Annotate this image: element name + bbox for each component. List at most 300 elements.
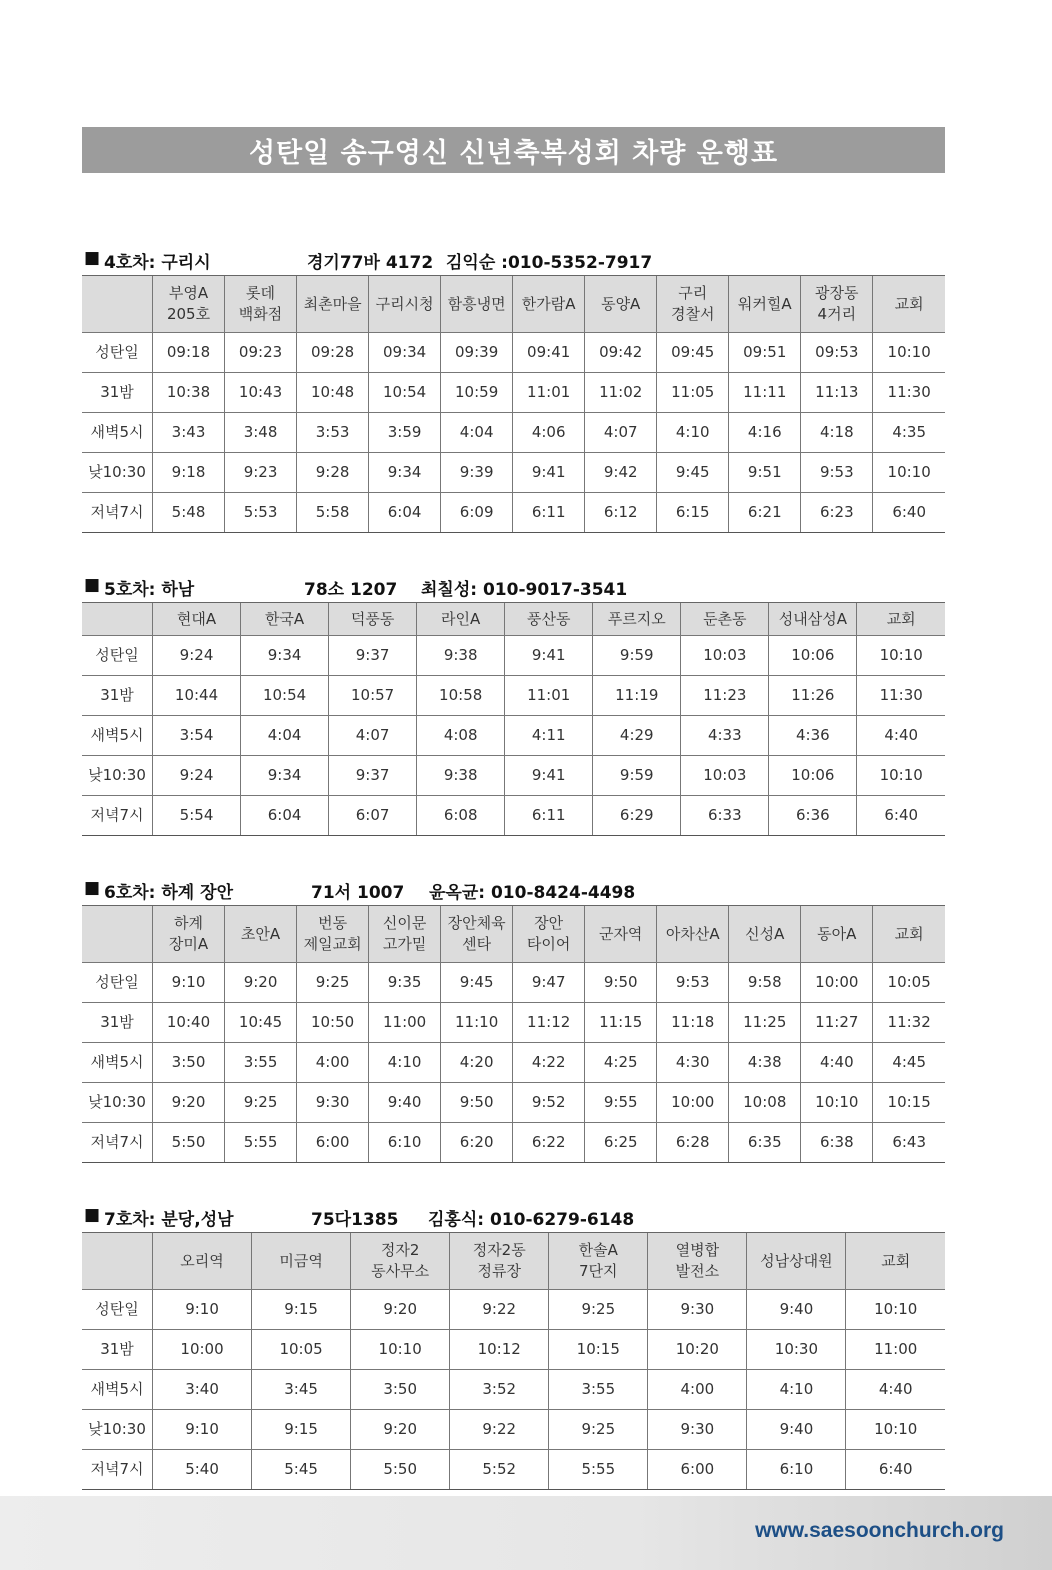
time-cell: 9:25 (549, 1290, 648, 1330)
service-label-cell: 저녁7시 (82, 493, 153, 533)
time-cell: 9:10 (153, 1410, 252, 1450)
header-corner-cell (82, 906, 153, 963)
time-cell: 10:00 (801, 963, 873, 1003)
time-cell: 11:25 (729, 1003, 801, 1043)
stop-header-cell: 부영A 205호 (153, 276, 225, 333)
route-section-7 (82, 1205, 945, 1490)
table-row (82, 1083, 945, 1123)
time-cell: 6:40 (857, 796, 945, 836)
stop-header-cell: 풍산동 (505, 603, 593, 636)
stop-header-cell: 함흥냉면 (441, 276, 513, 333)
route-name: 6호차: 하계 장안 (104, 883, 233, 903)
stop-header-cell: 장안체육 센타 (441, 906, 513, 963)
route-section-6 (82, 878, 945, 1163)
time-cell: 4:29 (593, 716, 681, 756)
time-cell: 4:40 (846, 1370, 945, 1410)
time-cell: 9:23 (225, 453, 297, 493)
table-row (82, 1370, 945, 1410)
time-cell: 6:23 (801, 493, 873, 533)
square-bullet-icon: ■ (84, 248, 101, 268)
vehicle-plate: 71서 1007 (311, 883, 405, 903)
time-cell: 6:15 (657, 493, 729, 533)
time-cell: 10:05 (873, 963, 945, 1003)
table-row (82, 493, 945, 533)
time-cell: 4:00 (648, 1370, 747, 1410)
time-cell: 4:06 (513, 413, 585, 453)
stop-header-cell: 미금역 (252, 1233, 351, 1290)
time-cell: 09:34 (369, 333, 441, 373)
time-cell: 6:35 (729, 1123, 801, 1163)
square-bullet-icon: ■ (84, 575, 101, 595)
service-label-cell: 낮10:30 (82, 453, 153, 493)
time-cell: 10:10 (846, 1410, 945, 1450)
time-cell: 11:12 (513, 1003, 585, 1043)
time-cell: 11:11 (729, 373, 801, 413)
time-cell: 9:25 (297, 963, 369, 1003)
time-cell: 9:41 (505, 636, 593, 676)
time-cell: 5:52 (450, 1450, 549, 1490)
time-cell: 11:30 (873, 373, 945, 413)
time-cell: 9:20 (225, 963, 297, 1003)
time-cell: 4:25 (585, 1043, 657, 1083)
time-cell: 3:55 (549, 1370, 648, 1410)
time-cell: 6:40 (846, 1450, 945, 1490)
time-cell: 10:06 (769, 636, 857, 676)
time-cell: 10:08 (729, 1083, 801, 1123)
stop-header-cell: 정자2 동사무소 (351, 1233, 450, 1290)
time-cell: 9:10 (153, 1290, 252, 1330)
time-cell: 09:39 (441, 333, 513, 373)
time-cell: 10:45 (225, 1003, 297, 1043)
time-cell: 4:38 (729, 1043, 801, 1083)
time-cell: 9:59 (593, 636, 681, 676)
time-cell: 9:15 (252, 1410, 351, 1450)
time-cell: 09:41 (513, 333, 585, 373)
time-cell: 10:10 (857, 636, 945, 676)
time-cell: 6:29 (593, 796, 681, 836)
time-cell: 9:37 (329, 636, 417, 676)
time-cell: 9:24 (153, 756, 241, 796)
driver-contact: 최칠성: 010-9017-3541 (421, 580, 628, 600)
route-name: 5호차: 하남 (104, 580, 195, 600)
stop-header-cell: 한국A (241, 603, 329, 636)
route-heading (82, 248, 945, 273)
time-cell: 3:45 (252, 1370, 351, 1410)
time-cell: 11:23 (681, 676, 769, 716)
time-cell: 6:21 (729, 493, 801, 533)
time-cell: 9:39 (441, 453, 513, 493)
time-cell: 5:54 (153, 796, 241, 836)
route-heading (82, 878, 945, 903)
stop-header-cell: 오리역 (153, 1233, 252, 1290)
stop-header-cell: 정자2동 정류장 (450, 1233, 549, 1290)
service-label-cell: 저녁7시 (82, 1450, 153, 1490)
table-row (82, 796, 945, 836)
driver-contact: 김익순 :010-5352-7917 (446, 253, 653, 273)
stop-header-cell: 롯데 백화점 (225, 276, 297, 333)
stop-header-cell: 둔촌동 (681, 603, 769, 636)
service-label-cell: 성탄일 (82, 333, 153, 373)
time-cell: 6:33 (681, 796, 769, 836)
time-cell: 10:59 (441, 373, 513, 413)
time-cell: 9:25 (549, 1410, 648, 1450)
time-cell: 9:18 (153, 453, 225, 493)
time-cell: 09:45 (657, 333, 729, 373)
time-cell: 4:40 (857, 716, 945, 756)
time-cell: 4:20 (441, 1043, 513, 1083)
service-label-cell: 낮10:30 (82, 1083, 153, 1123)
time-cell: 5:53 (225, 493, 297, 533)
service-label-cell: 새벽5시 (82, 1370, 153, 1410)
service-label-cell: 31밤 (82, 1003, 153, 1043)
time-cell: 5:55 (549, 1450, 648, 1490)
service-label-cell: 새벽5시 (82, 716, 153, 756)
time-cell: 9:52 (513, 1083, 585, 1123)
time-cell: 10:43 (225, 373, 297, 413)
time-cell: 9:22 (450, 1290, 549, 1330)
table-row (82, 373, 945, 413)
route-section-4 (82, 248, 945, 533)
stop-header-cell: 구리 경찰서 (657, 276, 729, 333)
time-cell: 09:53 (801, 333, 873, 373)
time-cell: 10:06 (769, 756, 857, 796)
service-label-cell: 성탄일 (82, 1290, 153, 1330)
table-row (82, 453, 945, 493)
stop-header-cell: 열병합 발전소 (648, 1233, 747, 1290)
time-cell: 4:04 (441, 413, 513, 453)
time-cell: 9:50 (585, 963, 657, 1003)
stop-header-cell: 성내삼성A (769, 603, 857, 636)
time-cell: 11:32 (873, 1003, 945, 1043)
stop-header-cell: 초안A (225, 906, 297, 963)
vehicle-plate: 78소 1207 (304, 580, 398, 600)
time-cell: 9:34 (369, 453, 441, 493)
time-cell: 9:55 (585, 1083, 657, 1123)
time-cell: 9:25 (225, 1083, 297, 1123)
time-cell: 10:38 (153, 373, 225, 413)
time-cell: 10:03 (681, 756, 769, 796)
time-cell: 9:40 (747, 1290, 846, 1330)
service-label-cell: 새벽5시 (82, 413, 153, 453)
time-cell: 9:40 (747, 1410, 846, 1450)
time-cell: 4:30 (657, 1043, 729, 1083)
time-cell: 9:51 (729, 453, 801, 493)
service-label-cell: 저녁7시 (82, 796, 153, 836)
table-row (82, 963, 945, 1003)
vehicle-plate: 경기77바 4172 (307, 253, 434, 273)
time-cell: 4:16 (729, 413, 801, 453)
time-cell: 9:15 (252, 1290, 351, 1330)
time-cell: 10:10 (351, 1330, 450, 1370)
table-row (82, 1003, 945, 1043)
schedule-table (82, 1232, 945, 1490)
time-cell: 10:10 (873, 333, 945, 373)
table-header-row (82, 603, 945, 636)
time-cell: 9:22 (450, 1410, 549, 1450)
time-cell: 09:18 (153, 333, 225, 373)
time-cell: 11:30 (857, 676, 945, 716)
time-cell: 6:00 (648, 1450, 747, 1490)
time-cell: 6:36 (769, 796, 857, 836)
time-cell: 4:22 (513, 1043, 585, 1083)
time-cell: 9:47 (513, 963, 585, 1003)
time-cell: 5:55 (225, 1123, 297, 1163)
stop-header-cell: 최촌마을 (297, 276, 369, 333)
time-cell: 10:44 (153, 676, 241, 716)
stop-header-cell: 광장동 4거리 (801, 276, 873, 333)
time-cell: 11:02 (585, 373, 657, 413)
time-cell: 3:40 (153, 1370, 252, 1410)
time-cell: 9:30 (648, 1410, 747, 1450)
time-cell: 10:20 (648, 1330, 747, 1370)
time-cell: 4:00 (297, 1043, 369, 1083)
time-cell: 3:55 (225, 1043, 297, 1083)
service-label-cell: 성탄일 (82, 636, 153, 676)
time-cell: 10:10 (873, 453, 945, 493)
time-cell: 3:53 (297, 413, 369, 453)
stop-header-cell: 구리시청 (369, 276, 441, 333)
time-cell: 5:40 (153, 1450, 252, 1490)
time-cell: 9:20 (351, 1410, 450, 1450)
stop-header-cell: 번동 제일교회 (297, 906, 369, 963)
time-cell: 9:38 (417, 756, 505, 796)
table-row (82, 333, 945, 373)
time-cell: 10:00 (657, 1083, 729, 1123)
time-cell: 11:00 (846, 1330, 945, 1370)
stop-header-cell: 하계 장미A (153, 906, 225, 963)
time-cell: 4:36 (769, 716, 857, 756)
time-cell: 10:54 (369, 373, 441, 413)
time-cell: 6:28 (657, 1123, 729, 1163)
time-cell: 5:50 (351, 1450, 450, 1490)
time-cell: 3:43 (153, 413, 225, 453)
time-cell: 6:04 (369, 493, 441, 533)
time-cell: 9:45 (657, 453, 729, 493)
table-row (82, 1123, 945, 1163)
table-row (82, 1330, 945, 1370)
table-row (82, 1043, 945, 1083)
stop-header-cell: 군자역 (585, 906, 657, 963)
time-cell: 09:23 (225, 333, 297, 373)
stop-header-cell: 신이문 고가밑 (369, 906, 441, 963)
stop-header-cell: 동아A (801, 906, 873, 963)
time-cell: 6:22 (513, 1123, 585, 1163)
time-cell: 6:09 (441, 493, 513, 533)
time-cell: 10:05 (252, 1330, 351, 1370)
time-cell: 10:00 (153, 1330, 252, 1370)
service-label-cell: 31밤 (82, 373, 153, 413)
service-label-cell: 낮10:30 (82, 756, 153, 796)
time-cell: 4:07 (585, 413, 657, 453)
time-cell: 10:40 (153, 1003, 225, 1043)
time-cell: 4:04 (241, 716, 329, 756)
time-cell: 9:28 (297, 453, 369, 493)
time-cell: 9:42 (585, 453, 657, 493)
time-cell: 09:42 (585, 333, 657, 373)
time-cell: 9:20 (153, 1083, 225, 1123)
time-cell: 6:11 (505, 796, 593, 836)
page-title: 성탄일 송구영신 신년축복성회 차량 운행표 (82, 127, 945, 173)
time-cell: 9:41 (505, 756, 593, 796)
time-cell: 10:15 (549, 1330, 648, 1370)
time-cell: 5:50 (153, 1123, 225, 1163)
time-cell: 10:10 (801, 1083, 873, 1123)
time-cell: 4:35 (873, 413, 945, 453)
time-cell: 11:19 (593, 676, 681, 716)
time-cell: 3:48 (225, 413, 297, 453)
time-cell: 10:50 (297, 1003, 369, 1043)
time-cell: 09:51 (729, 333, 801, 373)
square-bullet-icon: ■ (84, 878, 101, 898)
time-cell: 6:20 (441, 1123, 513, 1163)
stop-header-cell: 신성A (729, 906, 801, 963)
service-label-cell: 새벽5시 (82, 1043, 153, 1083)
time-cell: 9:20 (351, 1290, 450, 1330)
table-header-row (82, 276, 945, 333)
header-corner-cell (82, 603, 153, 636)
time-cell: 11:13 (801, 373, 873, 413)
time-cell: 6:04 (241, 796, 329, 836)
stop-header-cell: 교회 (873, 276, 945, 333)
table-row (82, 1410, 945, 1450)
schedule-table (82, 905, 945, 1163)
time-cell: 11:15 (585, 1003, 657, 1043)
table-row (82, 636, 945, 676)
time-cell: 9:59 (593, 756, 681, 796)
time-cell: 9:38 (417, 636, 505, 676)
time-cell: 10:58 (417, 676, 505, 716)
table-row (82, 1450, 945, 1490)
time-cell: 6:07 (329, 796, 417, 836)
table-row (82, 1290, 945, 1330)
service-label-cell: 성탄일 (82, 963, 153, 1003)
time-cell: 10:10 (857, 756, 945, 796)
stop-header-cell: 교회 (873, 906, 945, 963)
time-cell: 10:15 (873, 1083, 945, 1123)
time-cell: 4:10 (657, 413, 729, 453)
driver-contact: 김홍식: 010-6279-6148 (428, 1210, 635, 1230)
schedule-table (82, 602, 945, 836)
stop-header-cell: 덕풍동 (329, 603, 417, 636)
time-cell: 6:25 (585, 1123, 657, 1163)
stop-header-cell: 현대A (153, 603, 241, 636)
time-cell: 9:53 (657, 963, 729, 1003)
stop-header-cell: 동양A (585, 276, 657, 333)
time-cell: 4:11 (505, 716, 593, 756)
service-label-cell: 낮10:30 (82, 1410, 153, 1450)
route-name: 7호차: 분당,성남 (104, 1210, 234, 1230)
stop-header-cell: 성남상대원 (747, 1233, 846, 1290)
website-link[interactable]: www.saesoonchurch.org (755, 1519, 1004, 1542)
service-label-cell: 31밤 (82, 676, 153, 716)
service-label-cell: 저녁7시 (82, 1123, 153, 1163)
table-header-row (82, 1233, 945, 1290)
time-cell: 11:01 (505, 676, 593, 716)
stop-header-cell: 교회 (857, 603, 945, 636)
time-cell: 10:30 (747, 1330, 846, 1370)
time-cell: 11:00 (369, 1003, 441, 1043)
stop-header-cell: 한솔A 7단지 (549, 1233, 648, 1290)
route-section-5 (82, 575, 945, 836)
time-cell: 6:10 (747, 1450, 846, 1490)
table-row (82, 413, 945, 453)
time-cell: 5:45 (252, 1450, 351, 1490)
time-cell: 9:45 (441, 963, 513, 1003)
time-cell: 4:40 (801, 1043, 873, 1083)
stop-header-cell: 장안 타이어 (513, 906, 585, 963)
time-cell: 4:10 (369, 1043, 441, 1083)
time-cell: 11:26 (769, 676, 857, 716)
time-cell: 11:18 (657, 1003, 729, 1043)
time-cell: 9:35 (369, 963, 441, 1003)
time-cell: 4:08 (417, 716, 505, 756)
vehicle-plate: 75다1385 (311, 1210, 399, 1230)
stop-header-cell: 라인A (417, 603, 505, 636)
time-cell: 6:43 (873, 1123, 945, 1163)
time-cell: 10:57 (329, 676, 417, 716)
time-cell: 6:38 (801, 1123, 873, 1163)
time-cell: 6:00 (297, 1123, 369, 1163)
time-cell: 10:48 (297, 373, 369, 413)
service-label-cell: 31밤 (82, 1330, 153, 1370)
time-cell: 4:45 (873, 1043, 945, 1083)
time-cell: 9:24 (153, 636, 241, 676)
stop-header-cell: 워커힐A (729, 276, 801, 333)
time-cell: 4:10 (747, 1370, 846, 1410)
time-cell: 9:50 (441, 1083, 513, 1123)
time-cell: 9:34 (241, 756, 329, 796)
time-cell: 11:01 (513, 373, 585, 413)
time-cell: 10:12 (450, 1330, 549, 1370)
square-bullet-icon: ■ (84, 1205, 101, 1225)
time-cell: 3:54 (153, 716, 241, 756)
time-cell: 4:33 (681, 716, 769, 756)
time-cell: 9:58 (729, 963, 801, 1003)
stop-header-cell: 아차산A (657, 906, 729, 963)
time-cell: 3:52 (450, 1370, 549, 1410)
time-cell: 11:27 (801, 1003, 873, 1043)
schedule-table (82, 275, 945, 533)
time-cell: 6:11 (513, 493, 585, 533)
time-cell: 10:10 (846, 1290, 945, 1330)
time-cell: 4:18 (801, 413, 873, 453)
time-cell: 5:58 (297, 493, 369, 533)
time-cell: 9:37 (329, 756, 417, 796)
time-cell: 09:28 (297, 333, 369, 373)
time-cell: 10:54 (241, 676, 329, 716)
route-heading (82, 1205, 945, 1230)
time-cell: 3:50 (351, 1370, 450, 1410)
stop-header-cell: 교회 (846, 1233, 945, 1290)
table-row (82, 716, 945, 756)
time-cell: 6:10 (369, 1123, 441, 1163)
table-row (82, 676, 945, 716)
driver-contact: 윤옥균: 010-8424-4498 (429, 883, 636, 903)
stop-header-cell: 푸르지오 (593, 603, 681, 636)
route-heading (82, 575, 945, 600)
time-cell: 9:10 (153, 963, 225, 1003)
time-cell: 3:50 (153, 1043, 225, 1083)
time-cell: 9:30 (648, 1290, 747, 1330)
time-cell: 9:41 (513, 453, 585, 493)
header-corner-cell (82, 1233, 153, 1290)
time-cell: 4:07 (329, 716, 417, 756)
time-cell: 9:53 (801, 453, 873, 493)
time-cell: 3:59 (369, 413, 441, 453)
time-cell: 11:05 (657, 373, 729, 413)
time-cell: 5:48 (153, 493, 225, 533)
time-cell: 11:10 (441, 1003, 513, 1043)
